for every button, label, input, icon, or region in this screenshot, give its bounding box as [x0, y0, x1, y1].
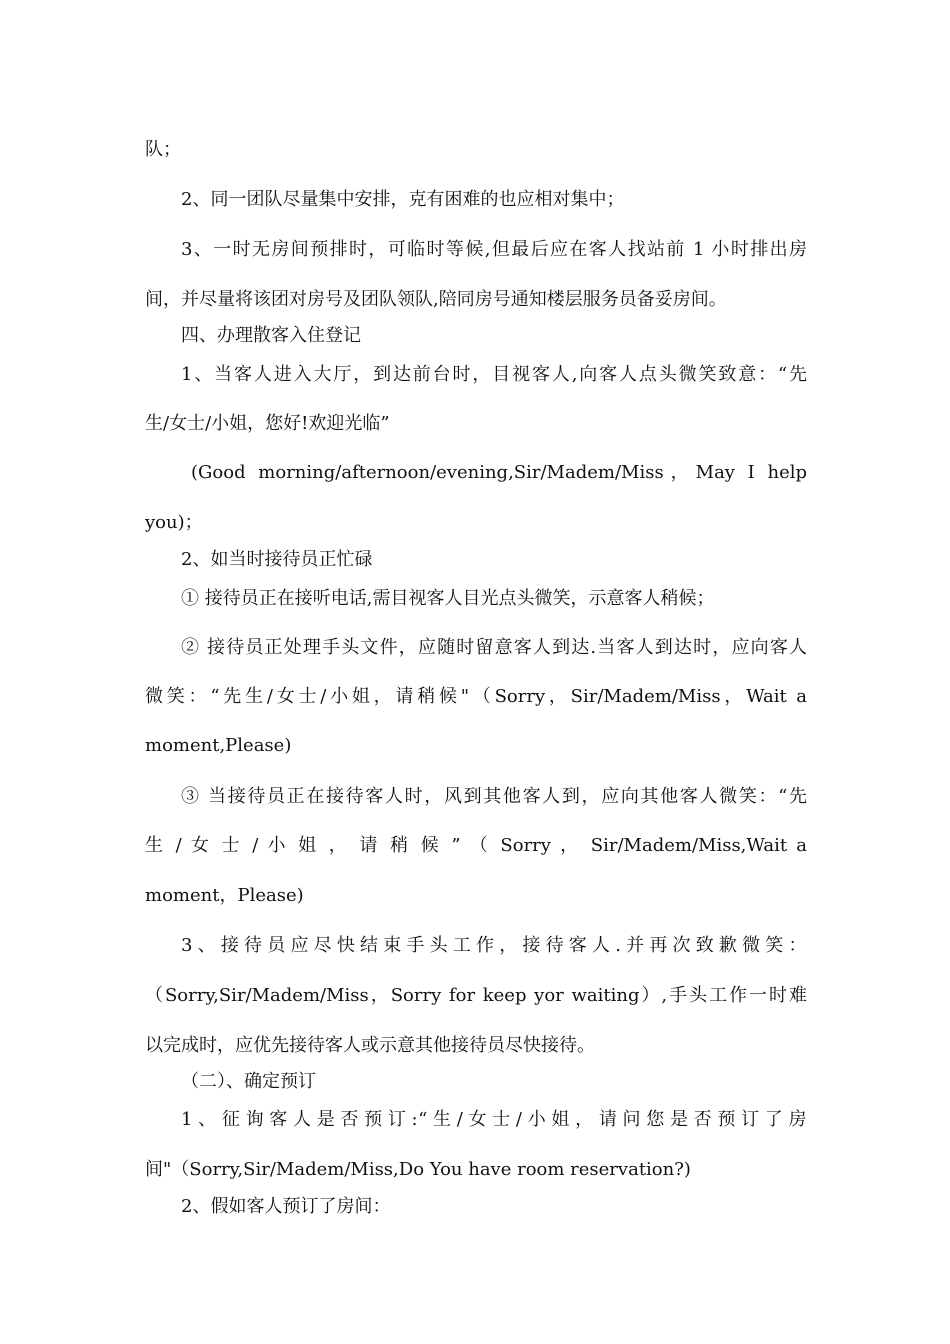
- text-line: 3、一时无房间预排时，可临时等候,但最后应在客人找站前 1 小时排出房: [181, 239, 807, 260]
- text-line: (Good morning/afternoon/evening,Sir/Madem/Miss，May I help: [191, 462, 807, 483]
- section-heading: （二）、确定预订: [181, 1071, 316, 1092]
- text-line: you)；: [145, 512, 203, 533]
- text-line: 2、如当时接待员正忙碌: [181, 549, 373, 570]
- text-line: 生/女士/小姐，您好!欢迎光临”: [145, 413, 390, 434]
- text-line: 以完成时，应优先接待客人或示意其他接待员尽快接待。: [145, 1035, 595, 1056]
- text-line: ③ 当接待员正在接待客人时，风到其他客人到，应向其他客人微笑：“先: [181, 786, 807, 807]
- text-line: 间，并尽量将该团对房号及团队领队,陪同房号通知楼层服务员备妥房间。: [145, 289, 727, 310]
- text-line: moment,Please): [145, 735, 292, 756]
- text-line: 微笑：“先生/女士/小姐，请稍候"（Sorry，Sir/Madem/Miss，Wait a: [145, 686, 807, 707]
- section-heading: 四、办理散客入住登记: [181, 325, 361, 346]
- text-line: moment，Please): [145, 885, 304, 906]
- text-line: 2、假如客人预订了房间：: [181, 1196, 391, 1217]
- text-line: 队；: [145, 139, 181, 160]
- text-line: ① 接待员正在接听电话,需目视客人目光点头微笑，示意客人稍候；: [181, 588, 715, 609]
- text-line: 1、征询客人是否预订:“生/女士/小姐，请问您是否预订了房: [181, 1109, 807, 1130]
- text-line: 生 / 女 士 / 小 姐 ， 请 稍 候 ” （ Sorry ， Sir/Madem/Miss,Wait a: [145, 835, 807, 856]
- text-line: 1、当客人进入大厅，到达前台时，目视客人,向客人点头微笑致意：“先: [181, 364, 807, 385]
- text-line: ② 接待员正处理手头文件，应随时留意客人到达.当客人到达时，应向客人: [181, 637, 807, 658]
- text-line: 间"（Sorry,Sir/Madem/Miss,Do You have room reservation?): [145, 1159, 691, 1180]
- text-line: 2、同一团队尽量集中安排，克有困难的也应相对集中；: [181, 189, 625, 210]
- text-line: 3、接待员应尽快结束手头工作，接待客人.并再次致歉微笑：: [181, 935, 807, 956]
- text-line: （Sorry,Sir/Madem/Miss，Sorry for keep yor waiting）,手头工作一时难: [145, 985, 807, 1006]
